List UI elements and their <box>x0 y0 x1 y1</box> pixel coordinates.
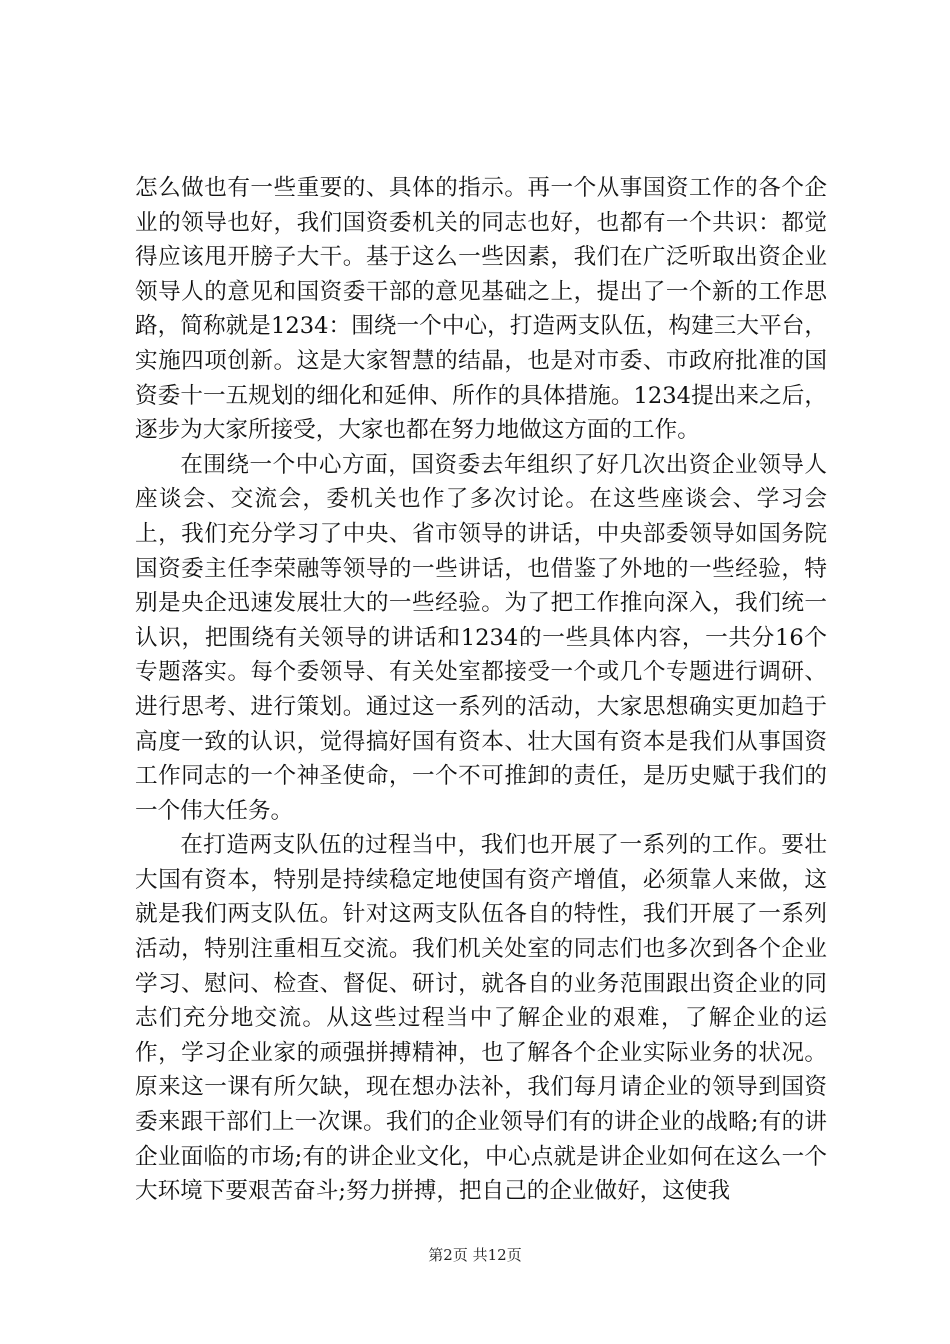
paragraph-1: 怎么做也有一些重要的、具体的指示。再一个从事国资工作的各个企业的领导也好，我们国资委机关的同志也好，也都有一个共识：都觉得应该甩开膀子大干。基于这么一些因素，我们在广泛听取出资企业领导人的意见和国资委干部的意见基础之上，提出了一个新的工作思路，简称就是1234：围绕一个中心，打造两支队伍，构建三大平台，实施四项创新。这是大家智慧的结晶，也是对市委、市政府批准的国资委十一五规划的细化和延伸、所作的具体措施。1234提出来之后，逐步为大家所接受，大家也都在努力地做这方面的工作。 <box>135 175 827 444</box>
paragraph-2: 在围绕一个中心方面，国资委去年组织了好几次出资企业领导人座谈会、交流会，委机关也作了多次讨论。在这些座谈会、学习会上，我们充分学习了中央、省市领导的讲话，中央部委领导如国务院国资委主任李荣融等领导的一些讲话，也借鉴了外地的一些经验，特别是央企迅速发展壮大的一些经验。为了把工作推向深入，我们统一认识，把围绕有关领导的讲话和1234的一些具体内容，一共分16个专题落实。每个委领导、有关处室都接受一个或几个专题进行调研、进行思考、进行策划。通过这一系列的活动，大家思想确实更加趋于高度一致的认识，觉得搞好国有资本、壮大国有资本是我们从事国资工作同志的一个神圣使命，一个不可推卸的责任，是历史赋于我们的一个伟大任务。 <box>135 451 827 824</box>
body-text <box>135 171 827 1209</box>
page-number-footer: 第2页 共12页 <box>428 1246 522 1264</box>
paragraph-3: 在打造两支队伍的过程当中，我们也开展了一系列的工作。要壮大国有资本，特别是持续稳定地使国有资产增值，必须靠人来做，这就是我们两支队伍。针对这两支队伍各自的特性，我们开展了一系列活动，特别注重相互交流。我们机关处室的同志们也多次到各个企业学习、慰问、检查、督促、研讨，就各自的业务范围跟出资企业的同志们充分地交流。从这些过程当中了解企业的艰难，了解企业的运作，学习企业家的顽强拼搏精神，也了解各个企业实际业务的状况。原来这一课有所欠缺，现在想办法补，我们每月请企业的领导到国资委来跟干部们上一次课。我们的企业领导们有的讲企业的战略;有的讲企业面临的市场;有的讲企业文化，中心点就是讲企业如何在这么一个大环境下要艰苦奋斗;努力拼搏，把自己的企业做好，这使我 <box>135 832 827 1205</box>
